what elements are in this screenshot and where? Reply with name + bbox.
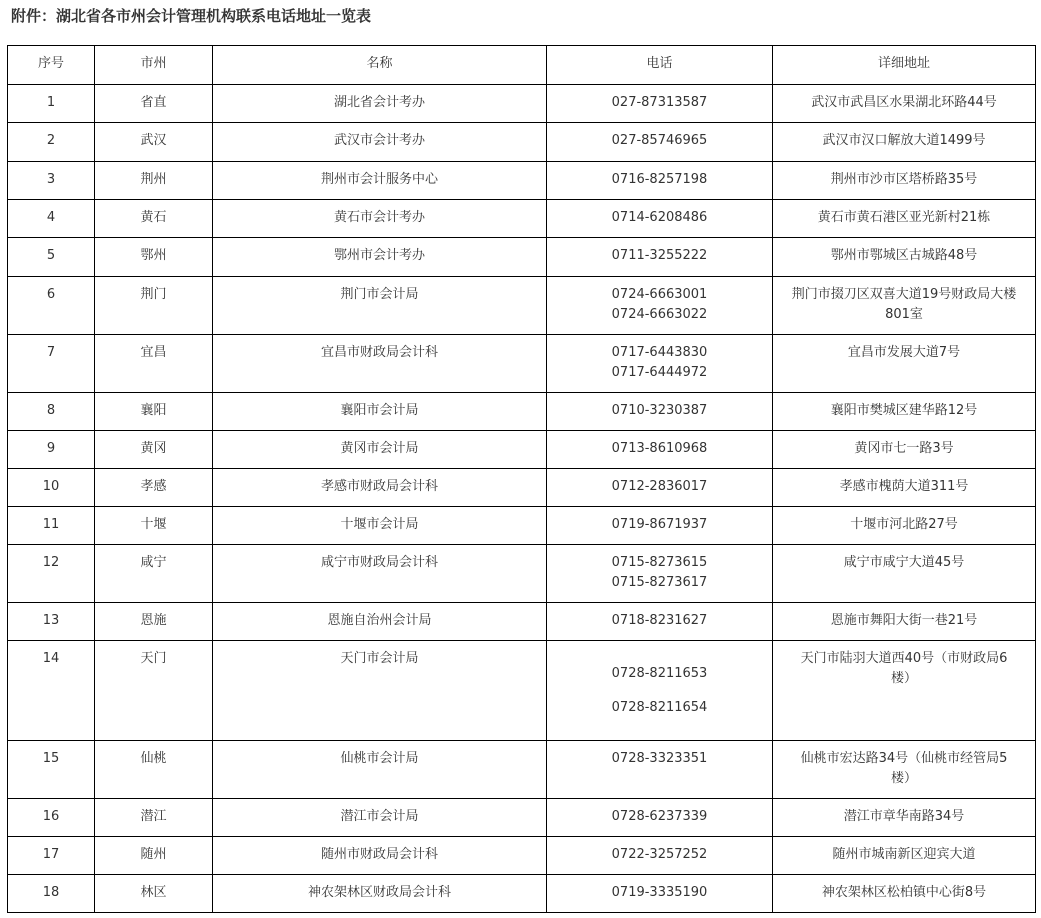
row-phone [547,741,773,799]
row-no: 11 [8,507,95,545]
table-row [8,335,1036,393]
header-phone: 电话 [547,46,773,85]
row-city: 黄石 [95,200,213,238]
row-name: 黄冈市会计局 [213,431,547,469]
table-row [8,641,1036,741]
row-phone [547,335,773,393]
address-line: 襄阳市樊城区建华路12号 [830,403,978,418]
row-no: 10 [8,469,95,507]
row-phone [547,545,773,603]
phone-number: 0724-6663022 [611,307,708,322]
row-phone [547,238,773,277]
row-no: 17 [8,837,95,875]
row-name: 荆州市会计服务中心 [213,162,547,200]
row-address [773,200,1036,238]
row-phone [547,85,773,123]
row-city: 荆门 [95,277,213,335]
table-row [8,162,1036,200]
table-row [8,507,1036,545]
table-row [8,545,1036,603]
row-phone [547,277,773,335]
phone-number: 0716-8257198 [611,172,708,187]
row-name: 孝感市财政局会计科 [213,469,547,507]
address-line: 801室 [885,307,923,322]
row-no: 3 [8,162,95,200]
table-row [8,277,1036,335]
row-address [773,238,1036,277]
row-address [773,123,1036,162]
phone-number: 0728-8211654 [611,699,708,715]
row-name: 襄阳市会计局 [213,393,547,431]
address-line: 宜昌市发展大道7号 [847,345,961,360]
table-row [8,799,1036,837]
row-phone [547,200,773,238]
row-phone [547,507,773,545]
row-name: 黄石市会计考办 [213,200,547,238]
phone-number: 0728-3323351 [611,751,708,766]
address-line: 黄石市黄石港区亚光新村21栋 [817,210,991,225]
phone-number: 0717-6444972 [611,365,708,380]
row-no: 13 [8,603,95,641]
row-city: 孝感 [95,469,213,507]
address-line: 仙桃市宏达路34号（仙桃市经管局5 [800,751,1008,766]
row-city: 十堰 [95,507,213,545]
address-line: 楼） [890,671,917,686]
row-city: 荆州 [95,162,213,200]
phone-gap [551,684,768,698]
phone-number: 0719-8671937 [611,517,708,532]
row-address [773,837,1036,875]
row-name: 神农架林区财政局会计科 [213,875,547,913]
row-city: 襄阳 [95,393,213,431]
row-address [773,85,1036,123]
row-city: 武汉 [95,123,213,162]
phone-number: 0718-8231627 [611,613,708,628]
address-line: 武汉市武昌区水果湖北环路44号 [811,95,997,110]
row-name: 荆门市会计局 [213,277,547,335]
address-line: 咸宁市咸宁大道45号 [843,555,965,570]
phone-number: 0712-2836017 [611,479,708,494]
row-city: 天门 [95,641,213,741]
phone-number: 0711-3255222 [611,248,708,263]
phone-number: 0724-6663001 [611,287,708,302]
row-phone [547,837,773,875]
row-phone [547,603,773,641]
row-city: 林区 [95,875,213,913]
phone-number: 0713-8610968 [611,441,708,456]
row-phone [547,641,773,741]
row-address [773,507,1036,545]
row-phone [547,393,773,431]
row-name: 湖北省会计考办 [213,85,547,123]
phone-number: 0710-3230387 [611,403,708,418]
address-line: 十堰市河北路27号 [850,517,958,532]
row-name: 潜江市会计局 [213,799,547,837]
row-no: 2 [8,123,95,162]
row-address [773,875,1036,913]
header-city: 市州 [95,46,213,85]
address-line: 随州市城南新区迎宾大道 [832,847,976,862]
phone-number: 0717-6443830 [611,345,708,360]
table-row [8,603,1036,641]
row-address [773,393,1036,431]
row-name: 咸宁市财政局会计科 [213,545,547,603]
row-name: 天门市会计局 [213,641,547,741]
row-city: 恩施 [95,603,213,641]
table-row [8,123,1036,162]
row-city: 咸宁 [95,545,213,603]
row-city: 鄂州 [95,238,213,277]
row-address [773,335,1036,393]
row-city: 仙桃 [95,741,213,799]
row-address [773,799,1036,837]
table-row [8,469,1036,507]
row-address [773,469,1036,507]
phone-number: 0719-3335190 [611,885,708,900]
phone-number: 0715-8273617 [611,575,708,590]
address-line: 黄冈市七一路3号 [854,441,954,456]
address-line: 恩施市舞阳大街一巷21号 [830,613,978,628]
table-row [8,393,1036,431]
row-no: 7 [8,335,95,393]
row-no: 5 [8,238,95,277]
row-name: 十堰市会计局 [213,507,547,545]
address-line: 武汉市汉口解放大道1499号 [822,133,986,148]
address-line: 神农架林区松柏镇中心街8号 [821,885,987,900]
contact-table [7,45,1036,913]
row-no: 14 [8,641,95,741]
row-city: 省直 [95,85,213,123]
address-line: 天门市陆羽大道西40号（市财政局6 [800,651,1008,666]
row-no: 8 [8,393,95,431]
row-no: 18 [8,875,95,913]
table-header-row [8,46,1036,85]
address-line: 潜江市章华南路34号 [843,809,965,824]
address-line: 荆门市掇刀区双喜大道19号财政局大楼 [791,287,1017,302]
row-city: 随州 [95,837,213,875]
address-line: 鄂州市鄂城区古城路48号 [830,248,978,263]
row-no: 12 [8,545,95,603]
row-city: 宜昌 [95,335,213,393]
contact-table-body [8,46,1036,913]
row-phone [547,162,773,200]
phone-number: 0714-6208486 [611,210,708,225]
header-address: 详细地址 [773,46,1036,85]
row-address [773,603,1036,641]
table-row [8,875,1036,913]
row-phone [547,469,773,507]
address-line: 孝感市槐荫大道311号 [839,479,969,494]
row-no: 6 [8,277,95,335]
row-address [773,545,1036,603]
header-name: 名称 [213,46,547,85]
row-name: 随州市财政局会计科 [213,837,547,875]
row-address [773,741,1036,799]
row-address [773,431,1036,469]
row-name: 鄂州市会计考办 [213,238,547,277]
table-row [8,431,1036,469]
header-no: 序号 [8,46,95,85]
row-name: 仙桃市会计局 [213,741,547,799]
phone-number: 0722-3257252 [611,847,708,862]
row-phone [547,123,773,162]
row-no: 1 [8,85,95,123]
address-line: 荆州市沙市区塔桥路35号 [830,172,978,187]
table-row [8,200,1036,238]
phone-number: 0728-6237339 [611,809,708,824]
phone-number: 0715-8273615 [611,555,708,570]
row-no: 9 [8,431,95,469]
table-row [8,837,1036,875]
row-phone [547,431,773,469]
row-address [773,162,1036,200]
phone-number: 027-87313587 [611,95,708,110]
table-row [8,741,1036,799]
row-name: 宜昌市财政局会计科 [213,335,547,393]
row-no: 4 [8,200,95,238]
table-row [8,238,1036,277]
row-phone [547,799,773,837]
row-city: 黄冈 [95,431,213,469]
row-address [773,641,1036,741]
row-name: 武汉市会计考办 [213,123,547,162]
row-name: 恩施自治州会计局 [213,603,547,641]
row-no: 15 [8,741,95,799]
page-title: 附件：湖北省各市州会计管理机构联系电话地址一览表 [11,7,372,25]
address-line: 楼） [890,771,917,786]
row-city: 潜江 [95,799,213,837]
table-row [8,85,1036,123]
phone-number: 027-85746965 [611,133,708,148]
phone-number: 0728-8211653 [611,665,708,681]
row-no: 16 [8,799,95,837]
row-address [773,277,1036,335]
row-phone [547,875,773,913]
